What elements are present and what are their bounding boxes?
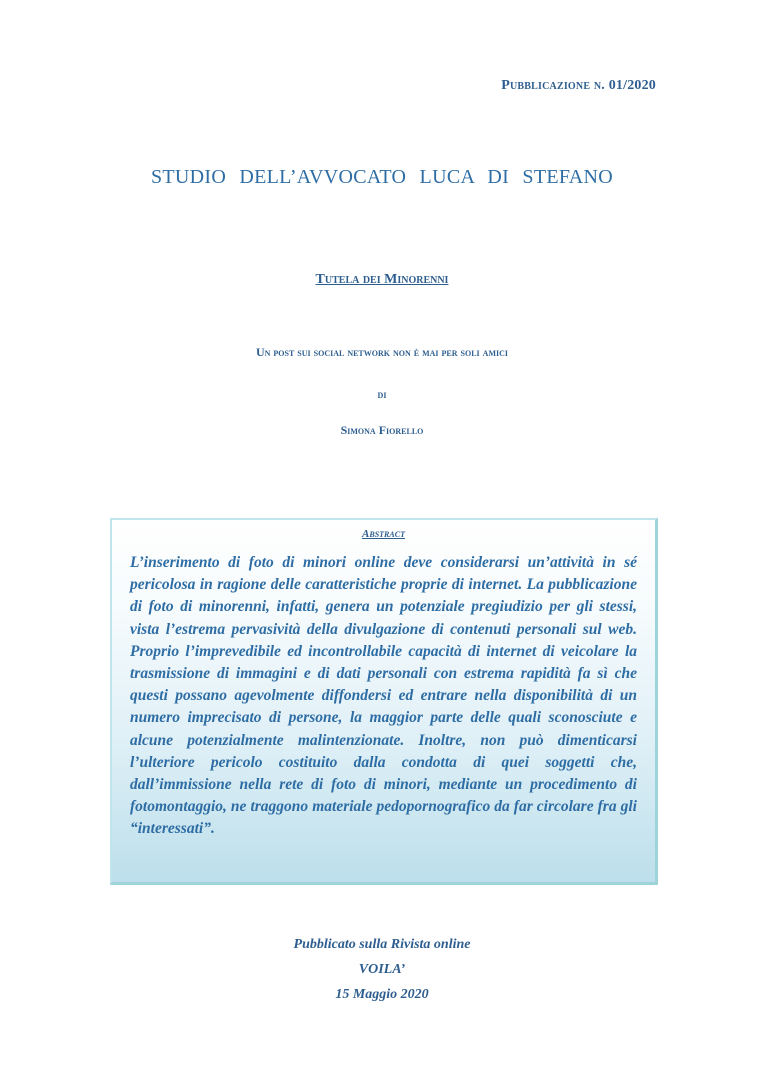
publication-number: Pubblicazione n. 01/2020: [501, 78, 656, 93]
author-name: Simona Fiorello: [340, 423, 424, 437]
abstract-text: L’inserimento di foto di minori online deve considerarsi un’attività in sé pericolosa in ragione delle caratteristiche proprie di internet. La pubblicazione di foto di minorenni, infatti, genera un potenziale pregiudizio per gli stessi, vista l’estrema pervasività della divulgazione di contenuti personali sul web. Proprio l’imprevedibile ed incontrollabile capacità di internet di veicolare la trasmissione di immagini e di dati personali con estrema rapidità fa sì che questi possano agevolmente diffondersi ed entrare nella disponibilità di un numero imprecisato di persone, la maggior parte delle quali sconosciute e alcune potenzialmente malintenzionate. Inoltre, non può dimenticarsi l’ulteriore pericolo costituito dalla condotta di quei soggetti che, dall’immissione nella rete di foto di minori, mediante un procedimento di fotomontaggio, ne traggono materiale pedopornografico da far circolare fra gli “interessati”.: [130, 554, 637, 838]
publication-date: 15 Maggio 2020: [335, 987, 429, 1002]
abstract-box: [110, 518, 658, 885]
magazine-name: VOILA’: [358, 962, 406, 977]
article-title: Un post sui social network non è mai per soli amici: [255, 345, 509, 359]
by-label: di: [377, 387, 387, 401]
studio-title: STUDIO DELL’AVVOCATO LUCA DI STEFANO: [150, 166, 614, 188]
published-on-line: Pubblicato sulla Rivista online: [293, 937, 471, 952]
abstract-heading: Abstract: [362, 528, 405, 540]
publication-info: [0, 932, 764, 1007]
section-title: Tutela dei Minorenni: [315, 272, 449, 287]
